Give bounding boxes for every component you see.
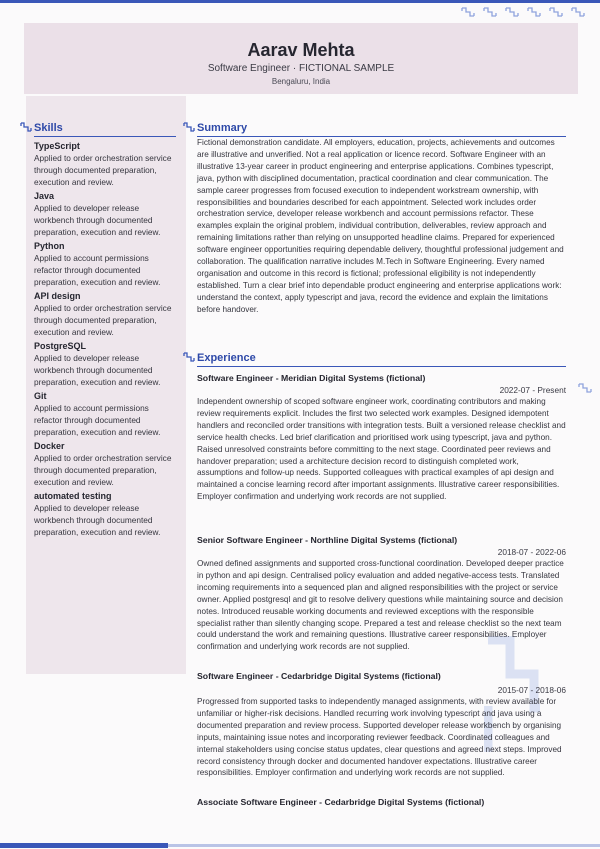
job-title: Senior Software Engineer - Northline Digital Systems (fictional) xyxy=(197,535,458,545)
skill-description: Applied to account permissions refactor through documented preparation, execution and review. xyxy=(34,403,161,437)
skill-name: Docker xyxy=(34,441,65,451)
skill-item xyxy=(34,391,176,438)
candidate-location: Bengaluru, India xyxy=(271,77,331,86)
section-bracket-icon xyxy=(183,122,195,132)
job-description: Independent ownership of scoped software engineer work, coordinating contributors and making review requirements explicit. Includes the first two selected work examples. Designed idempotent handlers and reconciled order transitions with integration tests. Built a versioned release checklist and service health checks. Led brief clarification and prioritised work using typescript, java and python. Raised unresolved constraints before committing to the next stage. Coordinated peer reviews and handover preparation; used a architecture decision record to distinguish completed work, assumptions and follow-up needs. Supported colleagues with practical examples of api design and maintained a concise learning record after important assignments. Illustrative career responsibilities. Employer confirmation and underlying work records are not supplied. xyxy=(197,397,566,502)
decorative-icon-row xyxy=(460,6,586,18)
skill-name: Java xyxy=(34,191,55,201)
job-title: Associate Software Engineer - Cedarbridge Digital Systems (fictional) xyxy=(197,797,485,807)
experience-entry xyxy=(197,671,566,779)
experience-entry xyxy=(197,535,566,653)
bracket-decoration-icon xyxy=(482,6,498,18)
top-rule xyxy=(0,0,600,3)
skill-description: Applied to order orchestration service through documented preparation, execution and review. xyxy=(34,453,172,487)
skill-item xyxy=(34,191,176,238)
job-dates: 2018-07 - 2022-06 xyxy=(497,547,566,557)
skill-name: PostgreSQL xyxy=(34,341,87,351)
section-bracket-icon xyxy=(20,122,32,132)
job-title: Software Engineer - Meridian Digital Systems (fictional) xyxy=(197,373,426,383)
summary-text: Fictional demonstration candidate. All employers, education, projects, achievements and outcomes are illustrative and unverified. Not a real application or licence record. Software Engineer with an illustrative 13-year career in product engineering and enterprise applications. Combines typescript, java, python with disciplined documentation, practical coordination and clear communication. The sample career progresses from focused execution to independent workstream ownership, with responsibilities and boundaries described for each appointment. Selected work includes order orchestration service, developer release workbench and account permissions refactor. These examples explain the original problem, individual contribution, deliverables, review approach and remaining limitations rather than relying on unsupported headline claims. Prepared for experienced software engineer opportunities requiring dependable delivery, thoughtful professional judgement and collaboration. The qualification narrative includes M.Tech in Software Engineering. Every named organisation and outcome in this record is fictional; professional eligibility is not independently established. Turn a clear brief into dependable product engineering and enterprise applications work: understand the context, apply typescript and java, record the evidence and explain the limitations before handover. xyxy=(197,138,564,314)
skill-item xyxy=(34,441,176,488)
skills-heading: Skills xyxy=(34,122,176,137)
skills-list xyxy=(34,141,176,541)
skill-description: Applied to order orchestration service through documented preparation, execution and review. xyxy=(34,303,172,337)
skill-description: Applied to developer release workbench through documented preparation, execution and review. xyxy=(34,503,161,537)
bracket-decoration-icon xyxy=(504,6,520,18)
job-dates: 2022-07 - Present xyxy=(499,385,566,395)
experience-heading: Experience xyxy=(197,352,566,367)
skill-name: Git xyxy=(34,391,47,401)
skill-item xyxy=(34,341,176,388)
skill-description: Applied to order orchestration service through documented preparation, execution and review. xyxy=(34,153,172,187)
bracket-decoration-icon xyxy=(526,6,542,18)
skill-description: Applied to developer release workbench through documented preparation, execution and review. xyxy=(34,203,161,237)
bracket-decoration-icon xyxy=(570,6,586,18)
bracket-decoration-icon xyxy=(577,382,593,394)
skill-description: Applied to developer release workbench through documented preparation, execution and review. xyxy=(34,353,161,387)
skill-item xyxy=(34,291,176,338)
bracket-decoration-icon xyxy=(460,6,476,18)
skill-name: Python xyxy=(34,241,65,251)
candidate-role: Software Engineer · FICTIONAL SAMPLE xyxy=(207,63,395,74)
job-description: Progressed from supported tasks to independently managed assignments, with review available for unfamiliar or higher-risk decisions. Handled recurring work involving typescript and java using a documented preparation and review process. Supported developer release workbench by organising inputs, maintaining issue notes and incorporating reviewer feedback. Coordinated colleagues and internal stakeholders using concise status updates, clear questions and agreed next steps. Improved record consistency through docker and documented handover expectations. Illustrative career responsibilities. Employer confirmation and underlying work records are not supplied. xyxy=(197,697,562,778)
skill-item xyxy=(34,491,176,538)
job-description: Owned defined assignments and supported cross-functional coordination. Developed deeper practice in python and api design. Centralised policy evaluation and added negative-access tests. Translated incoming requirements into a sequenced plan and aligned responsibilities with the project or service owner. Applied postgresql and git to resolve delivery questions while maintaining source and decision notes. Introduced reusable working documents and reviewed exceptions with the responsible specialist rather than silently changing scope. Prepared a test and release checklist so the next team could understand the work and remaining questions. Illustrative career responsibilities. Employer confirmation and underlying work records are not supplied. xyxy=(197,559,564,652)
candidate-name: Aarav Mehta xyxy=(247,40,355,60)
skill-name: TypeScript xyxy=(34,141,80,151)
section-bracket-icon xyxy=(183,352,195,362)
skill-name: API design xyxy=(34,291,81,301)
skill-item xyxy=(34,241,176,288)
bracket-decoration-icon xyxy=(548,6,564,18)
skill-name: automated testing xyxy=(34,491,112,501)
resume-header xyxy=(24,23,578,94)
experience-entry xyxy=(197,373,566,503)
experience-entry xyxy=(197,797,566,808)
bottom-rule-accent xyxy=(0,843,168,848)
job-dates: 2015-07 - 2018-06 xyxy=(497,685,566,695)
job-title: Software Engineer - Cedarbridge Digital Systems (fictional) xyxy=(197,671,441,681)
skill-item xyxy=(34,141,176,188)
summary-heading: Summary xyxy=(197,122,566,137)
skill-description: Applied to account permissions refactor through documented preparation, execution and review. xyxy=(34,253,161,287)
